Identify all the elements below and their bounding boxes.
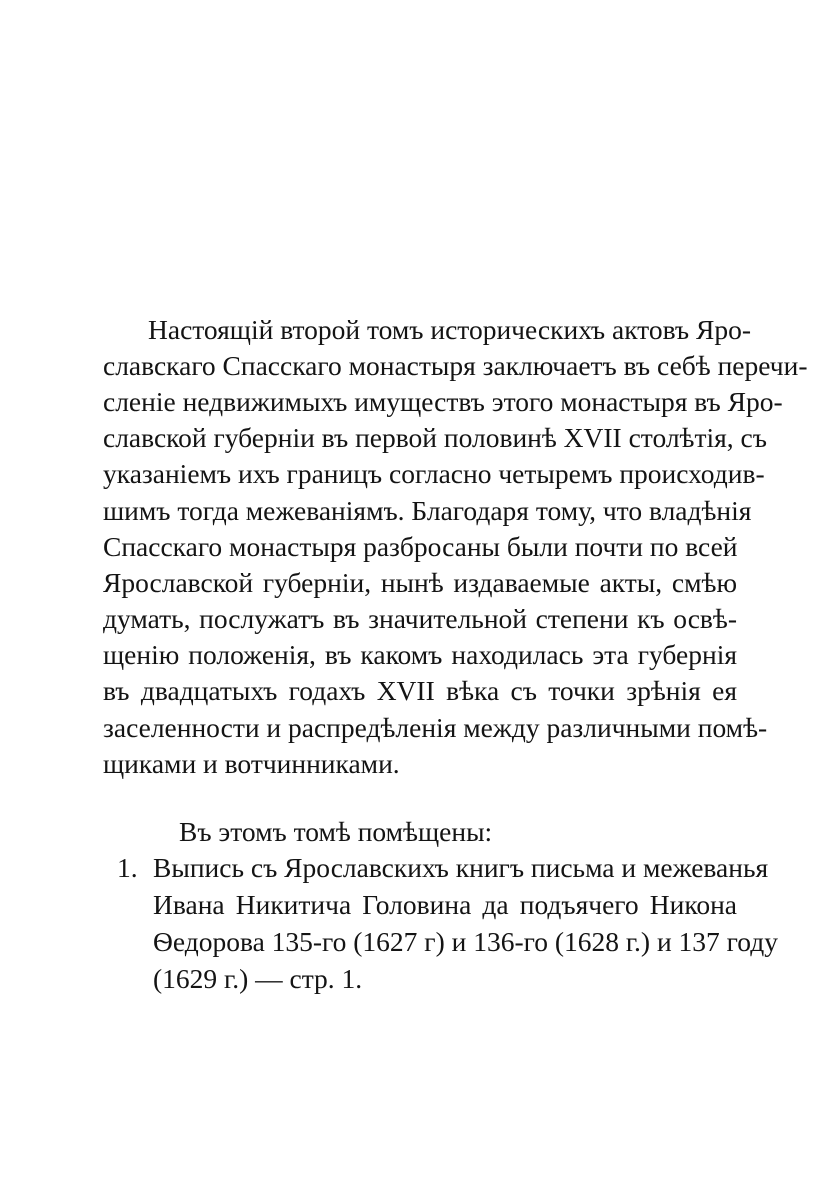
intro-line-6: шимъ тогда межеваніямъ. Благодаря тому, что владѣнія [103, 495, 752, 526]
intro-line-13: щиками и вотчинниками. [103, 748, 400, 779]
contents-item-number: 1. [117, 852, 138, 883]
intro-line-7: Спасскаго монастыря разбросаны были почти по всей [103, 531, 738, 562]
intro-line-8: Ярославской губерніи, нынѣ издаваемые акты, смѣю [103, 567, 737, 598]
contents-item-line-1: Выпись съ Ярославскихъ книгъ письма и межеванья [153, 852, 769, 883]
intro-line-2: славскаго Спасскаго монастыря заключаетъ въ себѣ перечи- [103, 350, 808, 381]
intro-line-10: щенію положенія, въ какомъ находилась эта губернія [103, 639, 737, 670]
contents-item-line-3: Ѳедорова 135-го (1627 г) и 136-го (1628 г.) и 137 году [153, 926, 778, 957]
intro-line-9: думать, послужатъ въ значительной степени къ освѣ- [103, 603, 737, 634]
intro-line-4: славской губерніи въ первой половинѣ XVII столѣтія, съ [103, 422, 767, 453]
intro-line-5: указаніемъ ихъ границъ согласно четыремъ происходив- [103, 458, 765, 489]
intro-line-12: заселенности и распредѣленія между различными помѣ- [103, 712, 768, 743]
contents-item-line-2: Ивана Никитича Головина да подъячего Никона [153, 889, 737, 920]
contents-heading: Въ этомъ томѣ помѣщены: [179, 816, 493, 847]
intro-line-11: въ двадцатыхъ годахъ XVII вѣка съ точки зрѣнія ея [103, 675, 737, 706]
intro-line-3: сленіе недвижимыхъ имуществъ этого монастыря въ Яро- [103, 386, 783, 417]
intro-line-1: Настоящій второй томъ историческихъ актовъ Яро- [148, 314, 751, 345]
contents-item-line-4: (1629 г.) — стр. 1. [153, 963, 363, 994]
